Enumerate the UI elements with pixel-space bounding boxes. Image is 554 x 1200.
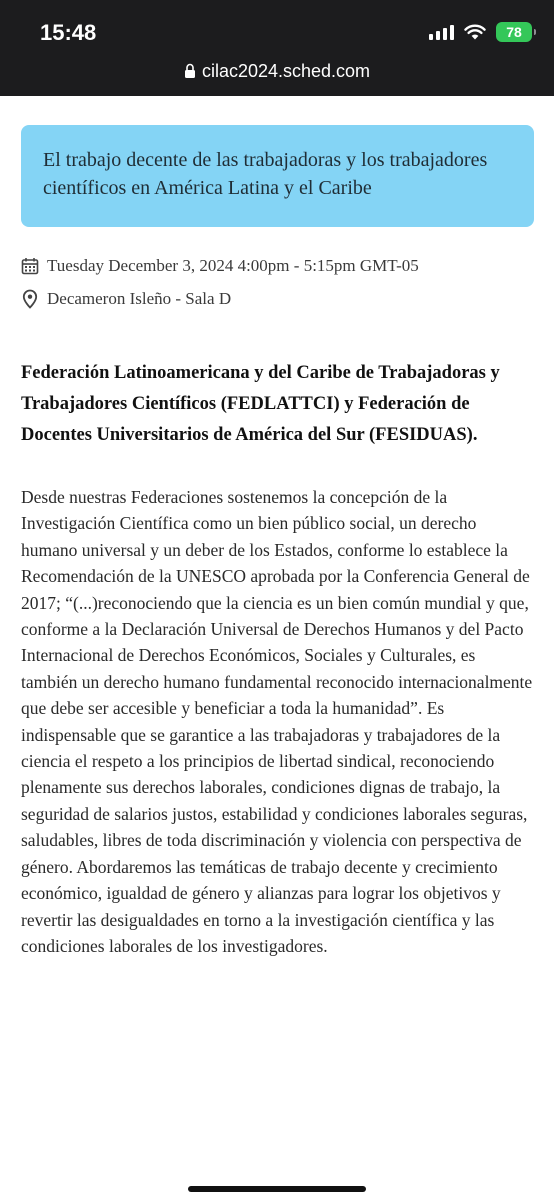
status-bar bbox=[0, 0, 554, 54]
url-text[interactable]: cilac2024.sched.com bbox=[201, 60, 371, 81]
event-location[interactable]: Decameron Isleño - Sala D bbox=[47, 289, 232, 308]
status-time: 15:48 bbox=[40, 20, 97, 45]
address-bar[interactable] bbox=[0, 54, 554, 88]
calendar-icon bbox=[21, 257, 39, 275]
event-datetime-row bbox=[21, 256, 419, 276]
cellular-signal-icon bbox=[429, 24, 454, 40]
event-description: Desde nuestras Federaciones sostenemos la concepción de la Investigación Científica como un bien público social, un derecho humano universal y un deber de los Estados, conforme lo establece la Recomendación de la UNESCO aprobada por la Conferencia General de 2017; “(...)reconociendo que la ciencia es un bien común mundial y que, conforme a la Declaración Universal de Derechos Humanos y del Pacto Internacional de Derechos Económicos, Sociales y Culturales, es también un derecho humano fundamental reconocido internacionalmente que debe ser accesible y beneficiar a toda la humanidad”. Es indispensable que se garantice a las trabajadoras y trabajadores de la ciencia el respeto a los principios de libertad sindical, reconociendo plenamente sus derechos laborales, condiciones dignas de trabajo, la seguridad de salarios justos, estabilidad y condiciones laborales seguras, saludables, libres de toda discriminación y violencia con perspectiva de género. Abordaremos las temáticas de trabajo decente y crecimiento económico, igualdad de género y alianzas para lograr los objetivos y revertir las desigualdades en torno a la investigación científica y las condiciones laborales de los investigadores. bbox=[21, 487, 533, 956]
event-location-row bbox=[21, 289, 231, 309]
event-datetime: Tuesday December 3, 2024 4:00pm - 5:15pm GMT-05 bbox=[47, 256, 419, 275]
browser-chrome bbox=[0, 0, 554, 96]
battery-icon bbox=[496, 22, 532, 42]
status-icons bbox=[429, 21, 532, 43]
lock-icon bbox=[184, 63, 196, 79]
home-indicator[interactable] bbox=[188, 1186, 366, 1192]
event-title: El trabajo decente de las trabajadoras y los trabajadores científicos en América Latina y el Caribe bbox=[43, 149, 488, 199]
map-pin-icon bbox=[21, 289, 39, 309]
event-organizers-heading: Federación Latinoamericana y del Caribe de Trabajadoras y Trabajadores Científicos (FEDLATTCI) y Federación de Docentes Universitarios de América del Sur (FESIDUAS). bbox=[21, 363, 500, 445]
wifi-icon bbox=[464, 24, 486, 40]
event-title-box bbox=[21, 125, 534, 227]
battery-level: 78 bbox=[506, 24, 522, 40]
